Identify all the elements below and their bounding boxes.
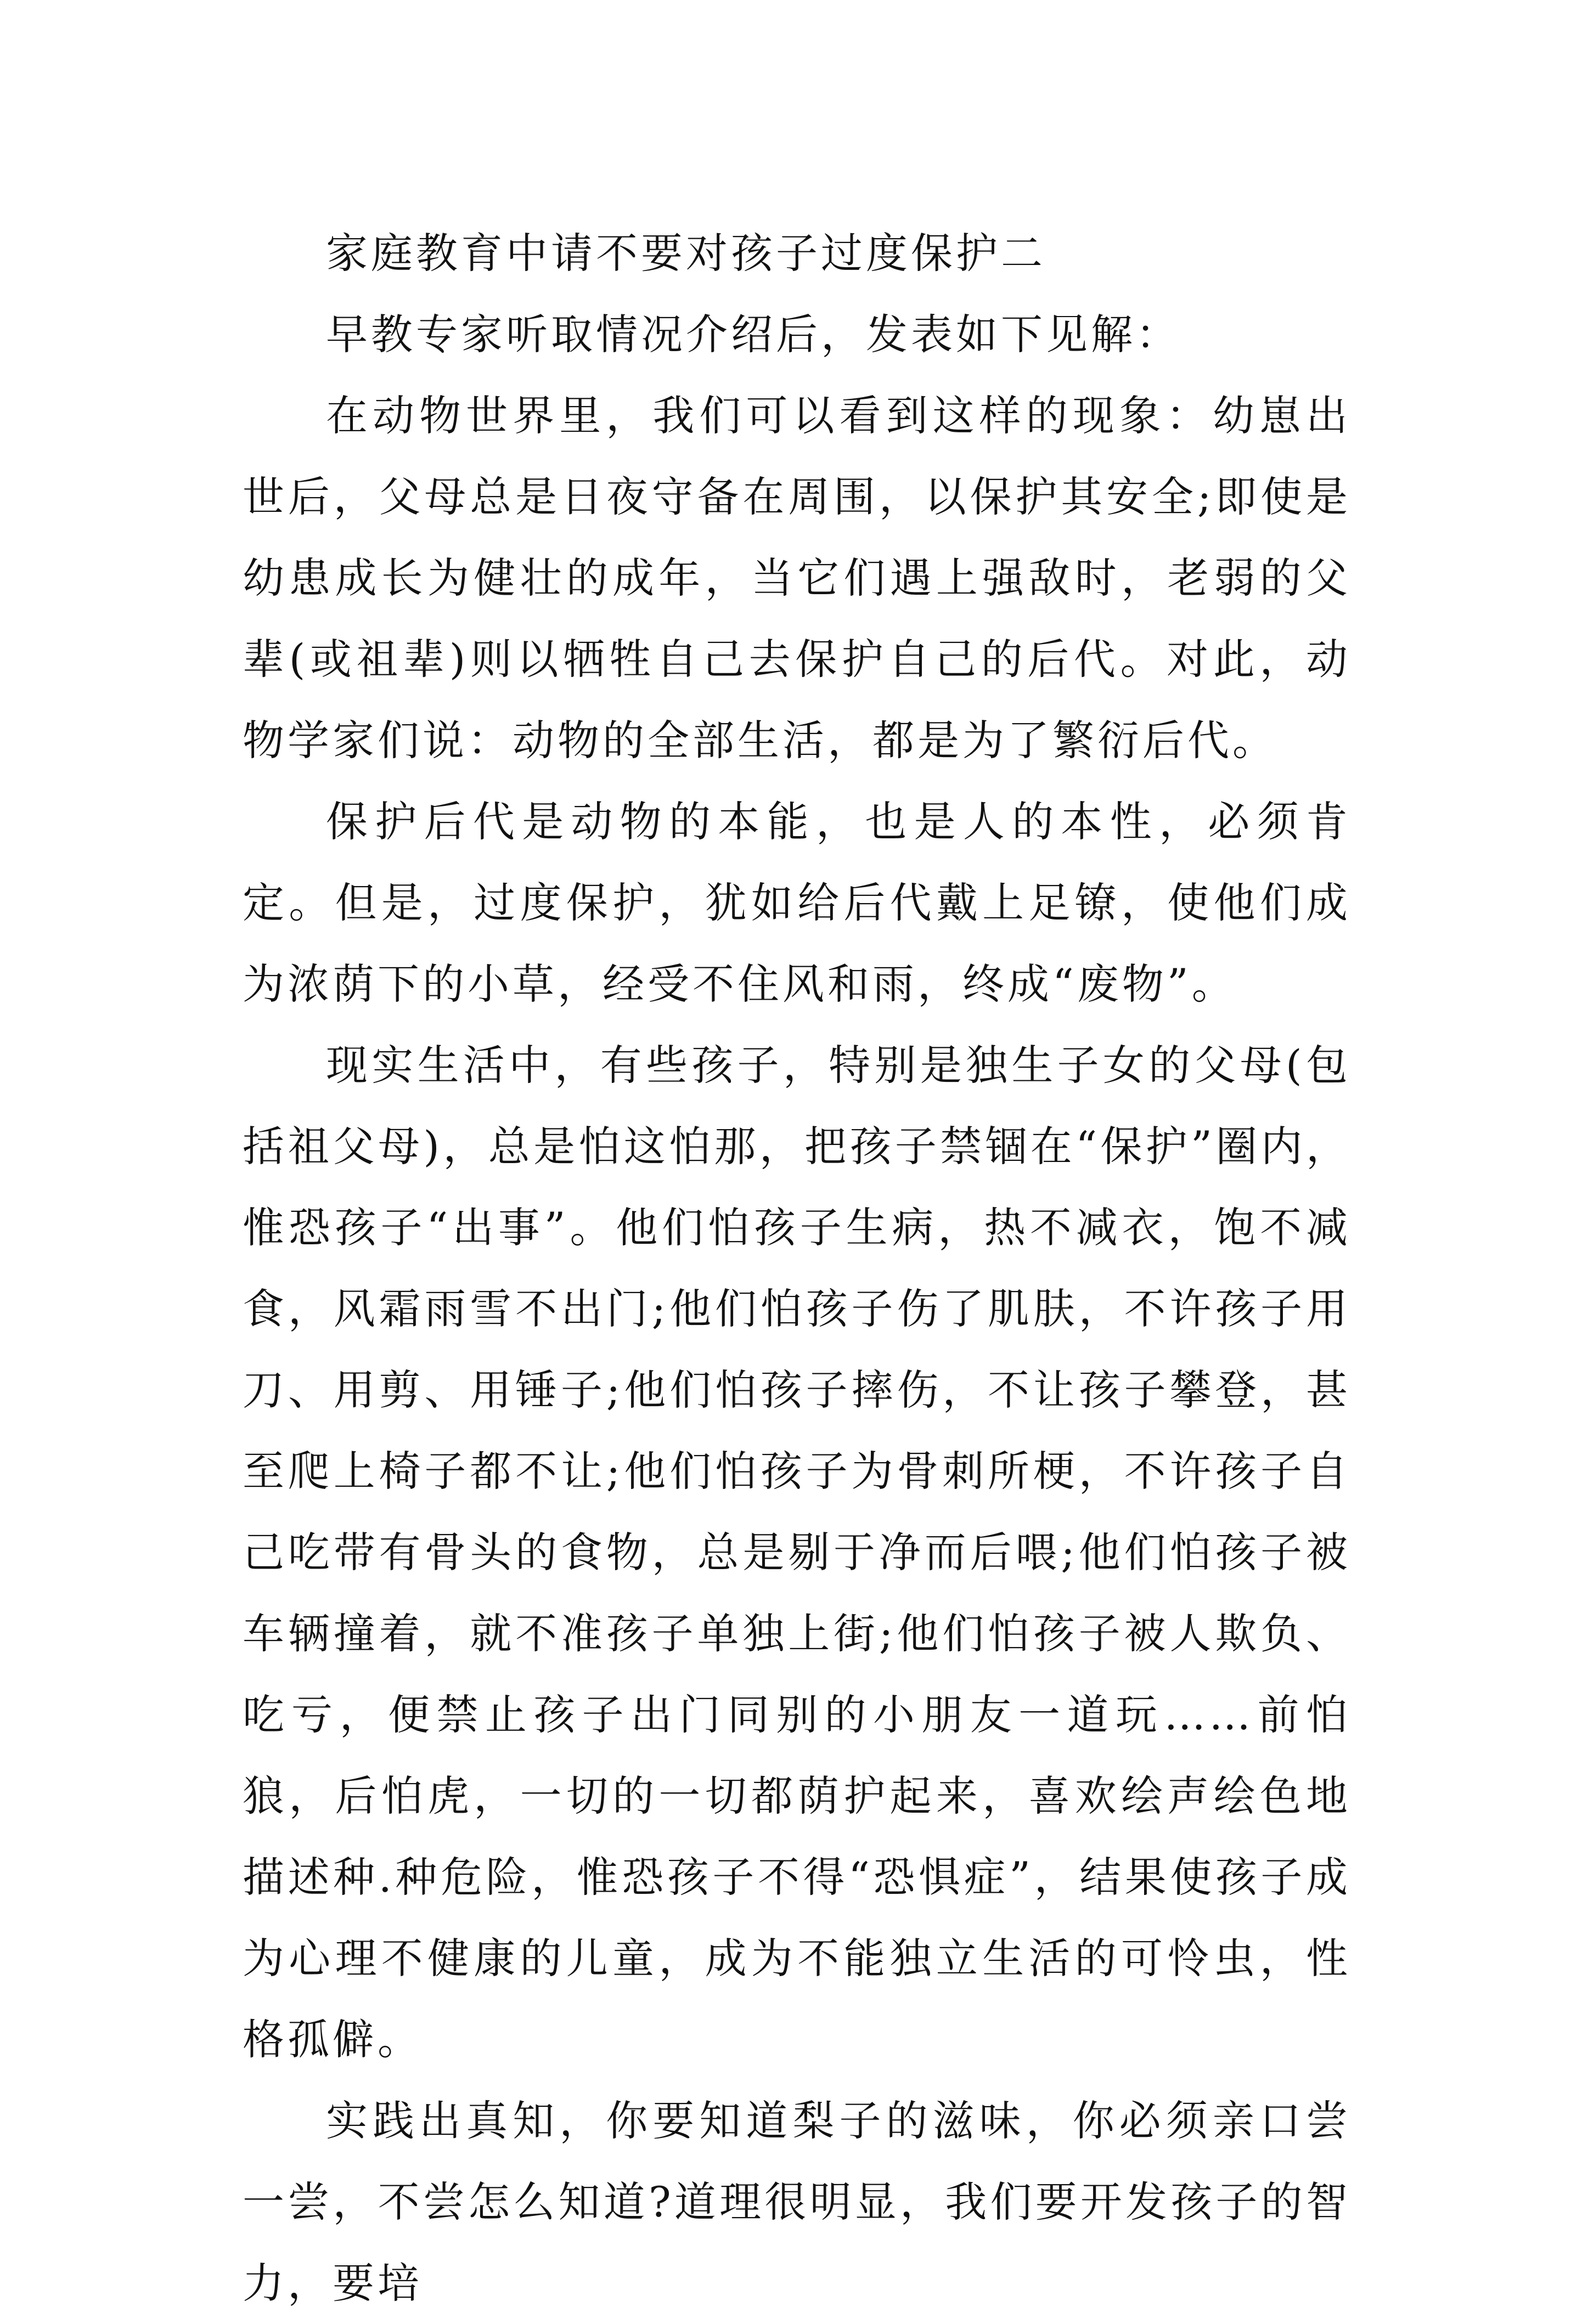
paragraph-4: 现实生活中，有些孩子，特别是独生子女的父母(包括祖父母)，总是怕这怕那，把孩子禁锢在“保护”圈内，惟恐孩子“出事”。他们怕孩子生病，热不减衣，饱不减食，风霜雨雪不出门;他们怕孩子伤了肌肤，不许孩子用刀、用剪、用锤子;他们怕孩子摔伤，不让孩子攀登，甚至爬上椅子都不让;他们怕孩子为骨刺所梗，不许孩子自己吃带有骨头的食物，总是剔于净而后喂;他们怕孩子被车辆撞着，就不准孩子单独上街;他们怕孩子被人欺负、吃亏，便禁止孩子出门同别的小朋友一道玩……前怕狼，后怕虎，一切的一切都荫护起来，喜欢绘声绘色地描述种.种危险，惟恐孩子不得“恐惧症”，结果使孩子成为心理不健康的儿童，成为不能独立生活的可怜虫，性格孤僻。: [243, 1041, 1351, 2064]
paragraph-3: 保护后代是动物的本能，也是人的本性，必须肯定。但是，过度保护，犹如给后代戴上足镣，使他们成为浓荫下的小草，经受不住风和雨，终成“废物”。: [243, 797, 1351, 1008]
paragraph-5: 实践出真知，你要知道梨子的滋味，你必须亲口尝一尝，不尝怎么知道?道理很明显，我们要开发孩子的智力，要培: [243, 2096, 1351, 2308]
paragraph-2: 在动物世界里，我们可以看到这样的现象：幼崽出世后，父母总是日夜守备在周围，以保护其安全;即使是幼患成长为健壮的成年，当它们遇上强敌时，老弱的父辈(或祖辈)则以牺牲自己去保护自己的后代。对此，动物学家们说：动物的全部生活，都是为了繁衍后代。: [243, 391, 1351, 765]
paragraph-1: 早教专家听取情况介绍后，发表如下见解：: [326, 310, 1181, 359]
document-body: [243, 213, 1351, 2324]
document-title: 家庭教育中请不要对孩子过度保护二: [326, 229, 1046, 278]
